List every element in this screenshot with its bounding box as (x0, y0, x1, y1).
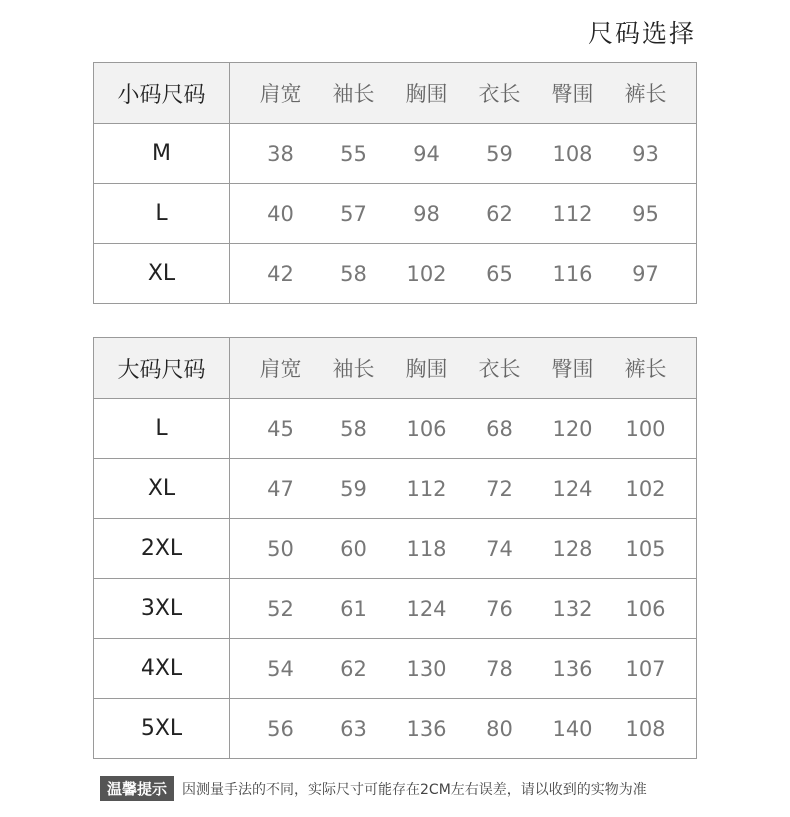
measure-value: 59 (486, 141, 513, 166)
measure-value: 57 (340, 201, 367, 226)
size-header: 小码尺码 (94, 63, 230, 124)
measure-value: 112 (406, 476, 447, 501)
table-row (94, 699, 697, 759)
measure-value: 78 (486, 656, 513, 681)
measure-value: 80 (486, 716, 513, 741)
column-header: 胸围 (405, 357, 448, 381)
table-row (94, 459, 697, 519)
measure-value: 62 (486, 201, 513, 226)
column-header: 衣长 (478, 357, 521, 381)
measure-value: 118 (406, 536, 447, 561)
measure-value: 102 (625, 476, 666, 501)
tip-text: 因测量手法的不同，实际尺寸可能存在2CM左右误差，请以收到的实物为准 (182, 781, 647, 798)
tip-badge: 温馨提示 (100, 776, 174, 801)
measure-value: 42 (267, 261, 294, 286)
column-header: 裤长 (624, 357, 667, 381)
measure-value: 136 (552, 656, 593, 681)
measure-value: 107 (625, 656, 666, 681)
measure-value: 65 (486, 261, 513, 286)
measure-headers (230, 63, 697, 124)
measure-value: 108 (625, 716, 666, 741)
measure-value: 105 (625, 536, 666, 561)
table-row (94, 639, 697, 699)
size-label: 4XL (94, 639, 230, 699)
measure-value: 38 (267, 141, 294, 166)
measure-value: 59 (340, 476, 367, 501)
column-header: 袖长 (332, 357, 375, 381)
measure-value: 74 (486, 536, 513, 561)
small-size-table (93, 62, 697, 304)
table-header-row (94, 63, 697, 124)
measure-value: 94 (413, 141, 440, 166)
measure-value: 40 (267, 201, 294, 226)
measure-value: 140 (552, 716, 593, 741)
large-size-table (93, 337, 697, 759)
page-title: 尺码选择 (587, 19, 696, 48)
size-label: XL (94, 459, 230, 519)
measure-values (230, 699, 697, 759)
column-header: 裤长 (624, 82, 667, 106)
measure-value: 54 (267, 656, 294, 681)
measure-values (230, 244, 697, 304)
table-row (94, 579, 697, 639)
measure-value: 136 (406, 716, 447, 741)
measure-value: 72 (486, 476, 513, 501)
table-row (94, 244, 697, 304)
column-header: 袖长 (332, 82, 375, 106)
table-row (94, 519, 697, 579)
column-header: 臀围 (551, 82, 594, 106)
measure-value: 132 (552, 596, 593, 621)
measure-values (230, 459, 697, 519)
measure-value: 68 (486, 416, 513, 441)
column-header: 臀围 (551, 357, 594, 381)
table-row (94, 399, 697, 459)
size-label: L (94, 399, 230, 459)
measure-values (230, 519, 697, 579)
measure-value: 50 (267, 536, 294, 561)
table-row (94, 184, 697, 244)
column-header: 胸围 (405, 82, 448, 106)
column-header: 肩宽 (259, 357, 302, 381)
measure-value: 120 (552, 416, 593, 441)
table-header-row (94, 338, 697, 399)
measure-value: 124 (552, 476, 593, 501)
warm-tip (100, 776, 647, 801)
measure-value: 76 (486, 596, 513, 621)
measure-values (230, 124, 697, 184)
size-label: 5XL (94, 699, 230, 759)
column-header: 肩宽 (259, 82, 302, 106)
size-label: L (94, 184, 230, 244)
measure-value: 106 (406, 416, 447, 441)
measure-value: 58 (340, 416, 367, 441)
measure-value: 100 (625, 416, 666, 441)
measure-value: 106 (625, 596, 666, 621)
measure-value: 56 (267, 716, 294, 741)
measure-value: 61 (340, 596, 367, 621)
measure-value: 47 (267, 476, 294, 501)
measure-value: 98 (413, 201, 440, 226)
measure-value: 102 (406, 261, 447, 286)
size-label: 3XL (94, 579, 230, 639)
measure-value: 58 (340, 261, 367, 286)
measure-values (230, 579, 697, 639)
measure-value: 62 (340, 656, 367, 681)
measure-value: 60 (340, 536, 367, 561)
size-header: 大码尺码 (94, 338, 230, 399)
measure-value: 128 (552, 536, 593, 561)
measure-value: 95 (632, 201, 659, 226)
measure-value: 130 (406, 656, 447, 681)
size-label: M (94, 124, 230, 184)
measure-value: 55 (340, 141, 367, 166)
measure-value: 108 (552, 141, 593, 166)
size-label: 2XL (94, 519, 230, 579)
measure-value: 124 (406, 596, 447, 621)
measure-values (230, 639, 697, 699)
size-label: XL (94, 244, 230, 304)
column-header: 衣长 (478, 82, 521, 106)
table-row (94, 124, 697, 184)
measure-values (230, 184, 697, 244)
measure-value: 52 (267, 596, 294, 621)
measure-value: 63 (340, 716, 367, 741)
measure-value: 93 (632, 141, 659, 166)
measure-values (230, 399, 697, 459)
measure-value: 97 (632, 261, 659, 286)
measure-value: 45 (267, 416, 294, 441)
measure-value: 112 (552, 201, 593, 226)
measure-headers (230, 338, 697, 399)
measure-value: 116 (552, 261, 593, 286)
